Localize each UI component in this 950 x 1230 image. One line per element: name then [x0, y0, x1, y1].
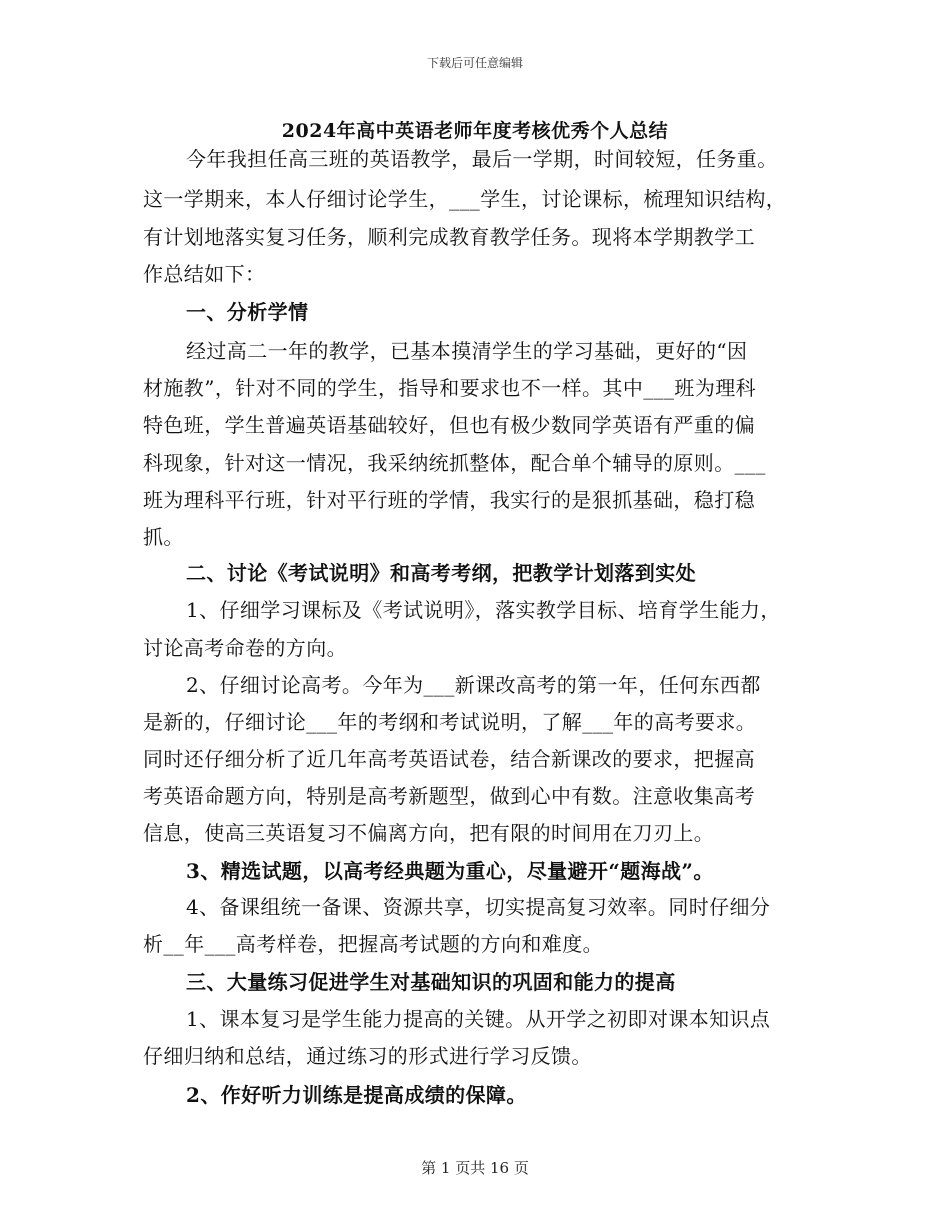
paragraph-line: 有计划地落实复习任务，顺利完成教育教学任务。现将本学期教学工 — [143, 225, 755, 249]
header-note: 下载后可任意编辑 — [426, 56, 523, 70]
paragraph-line: 信息，使高三英语复习不偏离方向，把有限的时间用在刀刃上。 — [143, 821, 715, 845]
paragraph-line: 1、仔细学习课标及《考试说明》，落实教学目标、培育学生能力， — [186, 598, 781, 622]
subsection-heading: 2、作好听力训练是提高成绩的保障。 — [186, 1083, 527, 1107]
paragraph-line: 经过高二一年的教学，已基本摸清学生的学习基础，更好的“因 — [186, 339, 748, 363]
paragraph-line: 班为理科平行班，针对平行班的学情，我实行的是狠抓基础，稳打稳 — [143, 488, 755, 512]
paragraph-line: 科现象，针对这一情况，我采纳统抓整体，配合单个辅导的原则。___ — [143, 451, 766, 475]
section-heading: 二、讨论《考试说明》和高考考纲，把教学计划落到实处 — [186, 561, 696, 585]
paragraph-line: 作总结如下： — [143, 262, 266, 286]
paragraph-line: 仔细归纳和总结，通过练习的形式进行学习反馈。 — [143, 1044, 592, 1068]
paragraph-line: 2、仔细讨论高考。今年为___新课改高考的第一年，任何东西都 — [186, 673, 761, 697]
paragraph-line: 析__年___高考样卷，把握高考试题的方向和难度。 — [143, 932, 603, 956]
paragraph-line: 材施教”，针对不同的学生，指导和要求也不一样。其中___班为理科 — [143, 376, 757, 400]
paragraph-line: 今年我担任高三班的英语教学，最后一学期，时间较短，任务重。 — [186, 147, 778, 171]
paragraph-line: 是新的，仔细讨论___年的考纲和考试说明，了解___年的高考要求。 — [143, 710, 757, 734]
section-heading: 三、大量练习促进学生对基础知识的巩固和能力的提高 — [186, 970, 676, 994]
document-title: 2024年高中英语老师年度考核优秀个人总结 — [281, 120, 669, 142]
page-footer: 第 1 页共 16 页 — [421, 1159, 529, 1177]
paragraph-line: 抓。 — [143, 525, 184, 549]
paragraph-line: 1、课本复习是学生能力提高的关键。从开学之初即对课本知识点 — [186, 1007, 771, 1031]
subsection-heading: 3、精选试题，以高考经典题为重心，尽量避开“题海战”。 — [186, 859, 714, 883]
paragraph-line: 这一学期来，本人仔细讨论学生，___学生，讨论课标，梳理知识结构， — [143, 187, 787, 211]
paragraph-line: 4、备课组统一备课、资源共享，切实提高复习效率。同时仔细分 — [186, 895, 771, 919]
paragraph-line: 考英语命题方向，特别是高考新题型，做到心中有数。注意收集高考 — [143, 784, 755, 808]
paragraph-line: 特色班，学生普遍英语基础较好，但也有极少数同学英语有严重的偏 — [143, 413, 755, 437]
paragraph-line: 同时还仔细分析了近几年高考英语试卷，结合新课改的要求，把握高 — [143, 747, 755, 771]
section-heading: 一、分析学情 — [186, 300, 309, 324]
paragraph-line: 讨论高考命卷的方向。 — [143, 636, 347, 660]
